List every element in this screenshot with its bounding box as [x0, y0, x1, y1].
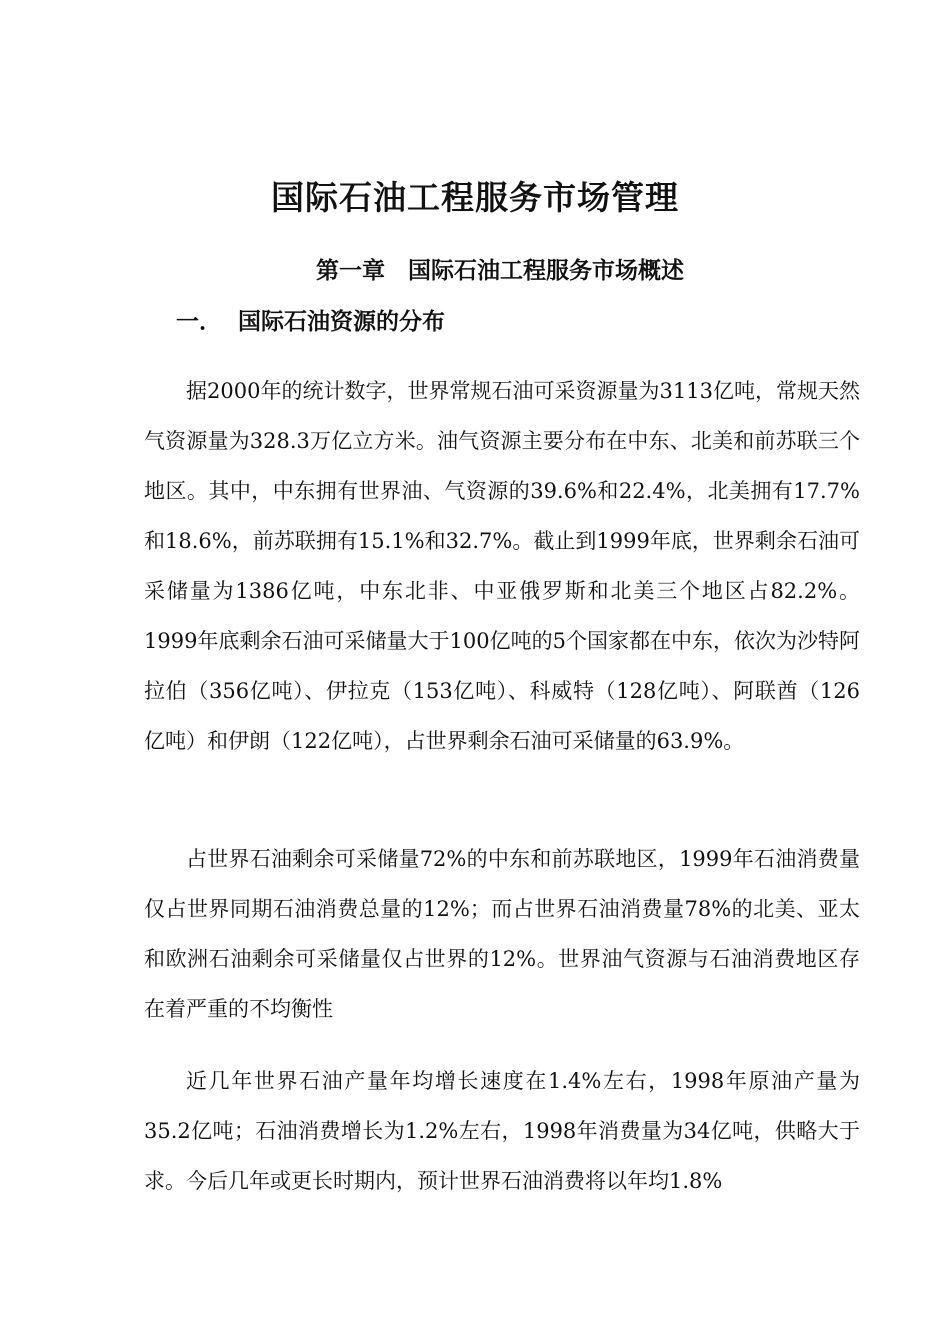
body-paragraph: 据2000年的统计数字，世界常规石油可采资源量为3113亿吨，常规天然气资源量为328.3万亿立方米。油气资源主要分布在中东、北美和前苏联三个地区。其中，中东拥有世界油、气资源的39.6%和22.4%，北美拥有17.7%和18.6%，前苏联拥有15.1%和32.7%。截止到1999年底，世界剩余石油可采储量为1386亿吨，中东北非、中亚俄罗斯和北美三个地区占82.2%。1999年底剩余石油可采储量大于100亿吨的5个国家都在中东，依次为沙特阿拉伯（356亿吨）、伊拉克（153亿吨）、科威特（128亿吨）、阿联酋（126亿吨）和伊朗（122亿吨），占世界剩余石油可采储量的63.9%。 — [144, 379, 860, 753]
body-paragraph: 近几年世界石油产量年均增长速度在1.4%左右，1998年原油产量为35.2亿吨；石油消费增长为1.2%左右，1998年消费量为34亿吨，供略大于求。今后几年或更长时期内，预计世界石油消费将以年均1.8% — [144, 1069, 860, 1193]
body-paragraph: 占世界石油剩余可采储量72%的中东和前苏联地区，1999年石油消费量仅占世界同期石油消费总量的12%；而占世界石油消费量78%的北美、亚太和欧洲石油剩余可采储量仅占世界的12%。世界油气资源与石油消费地区存在着严重的不均衡性 — [144, 847, 860, 1021]
section-title: 一． 国际石油资源的分布 — [176, 309, 446, 335]
document-title: 国际石油工程服务市场管理 — [271, 178, 679, 217]
chapter-title: 第一章 国际石油工程服务市场概述 — [316, 258, 684, 284]
